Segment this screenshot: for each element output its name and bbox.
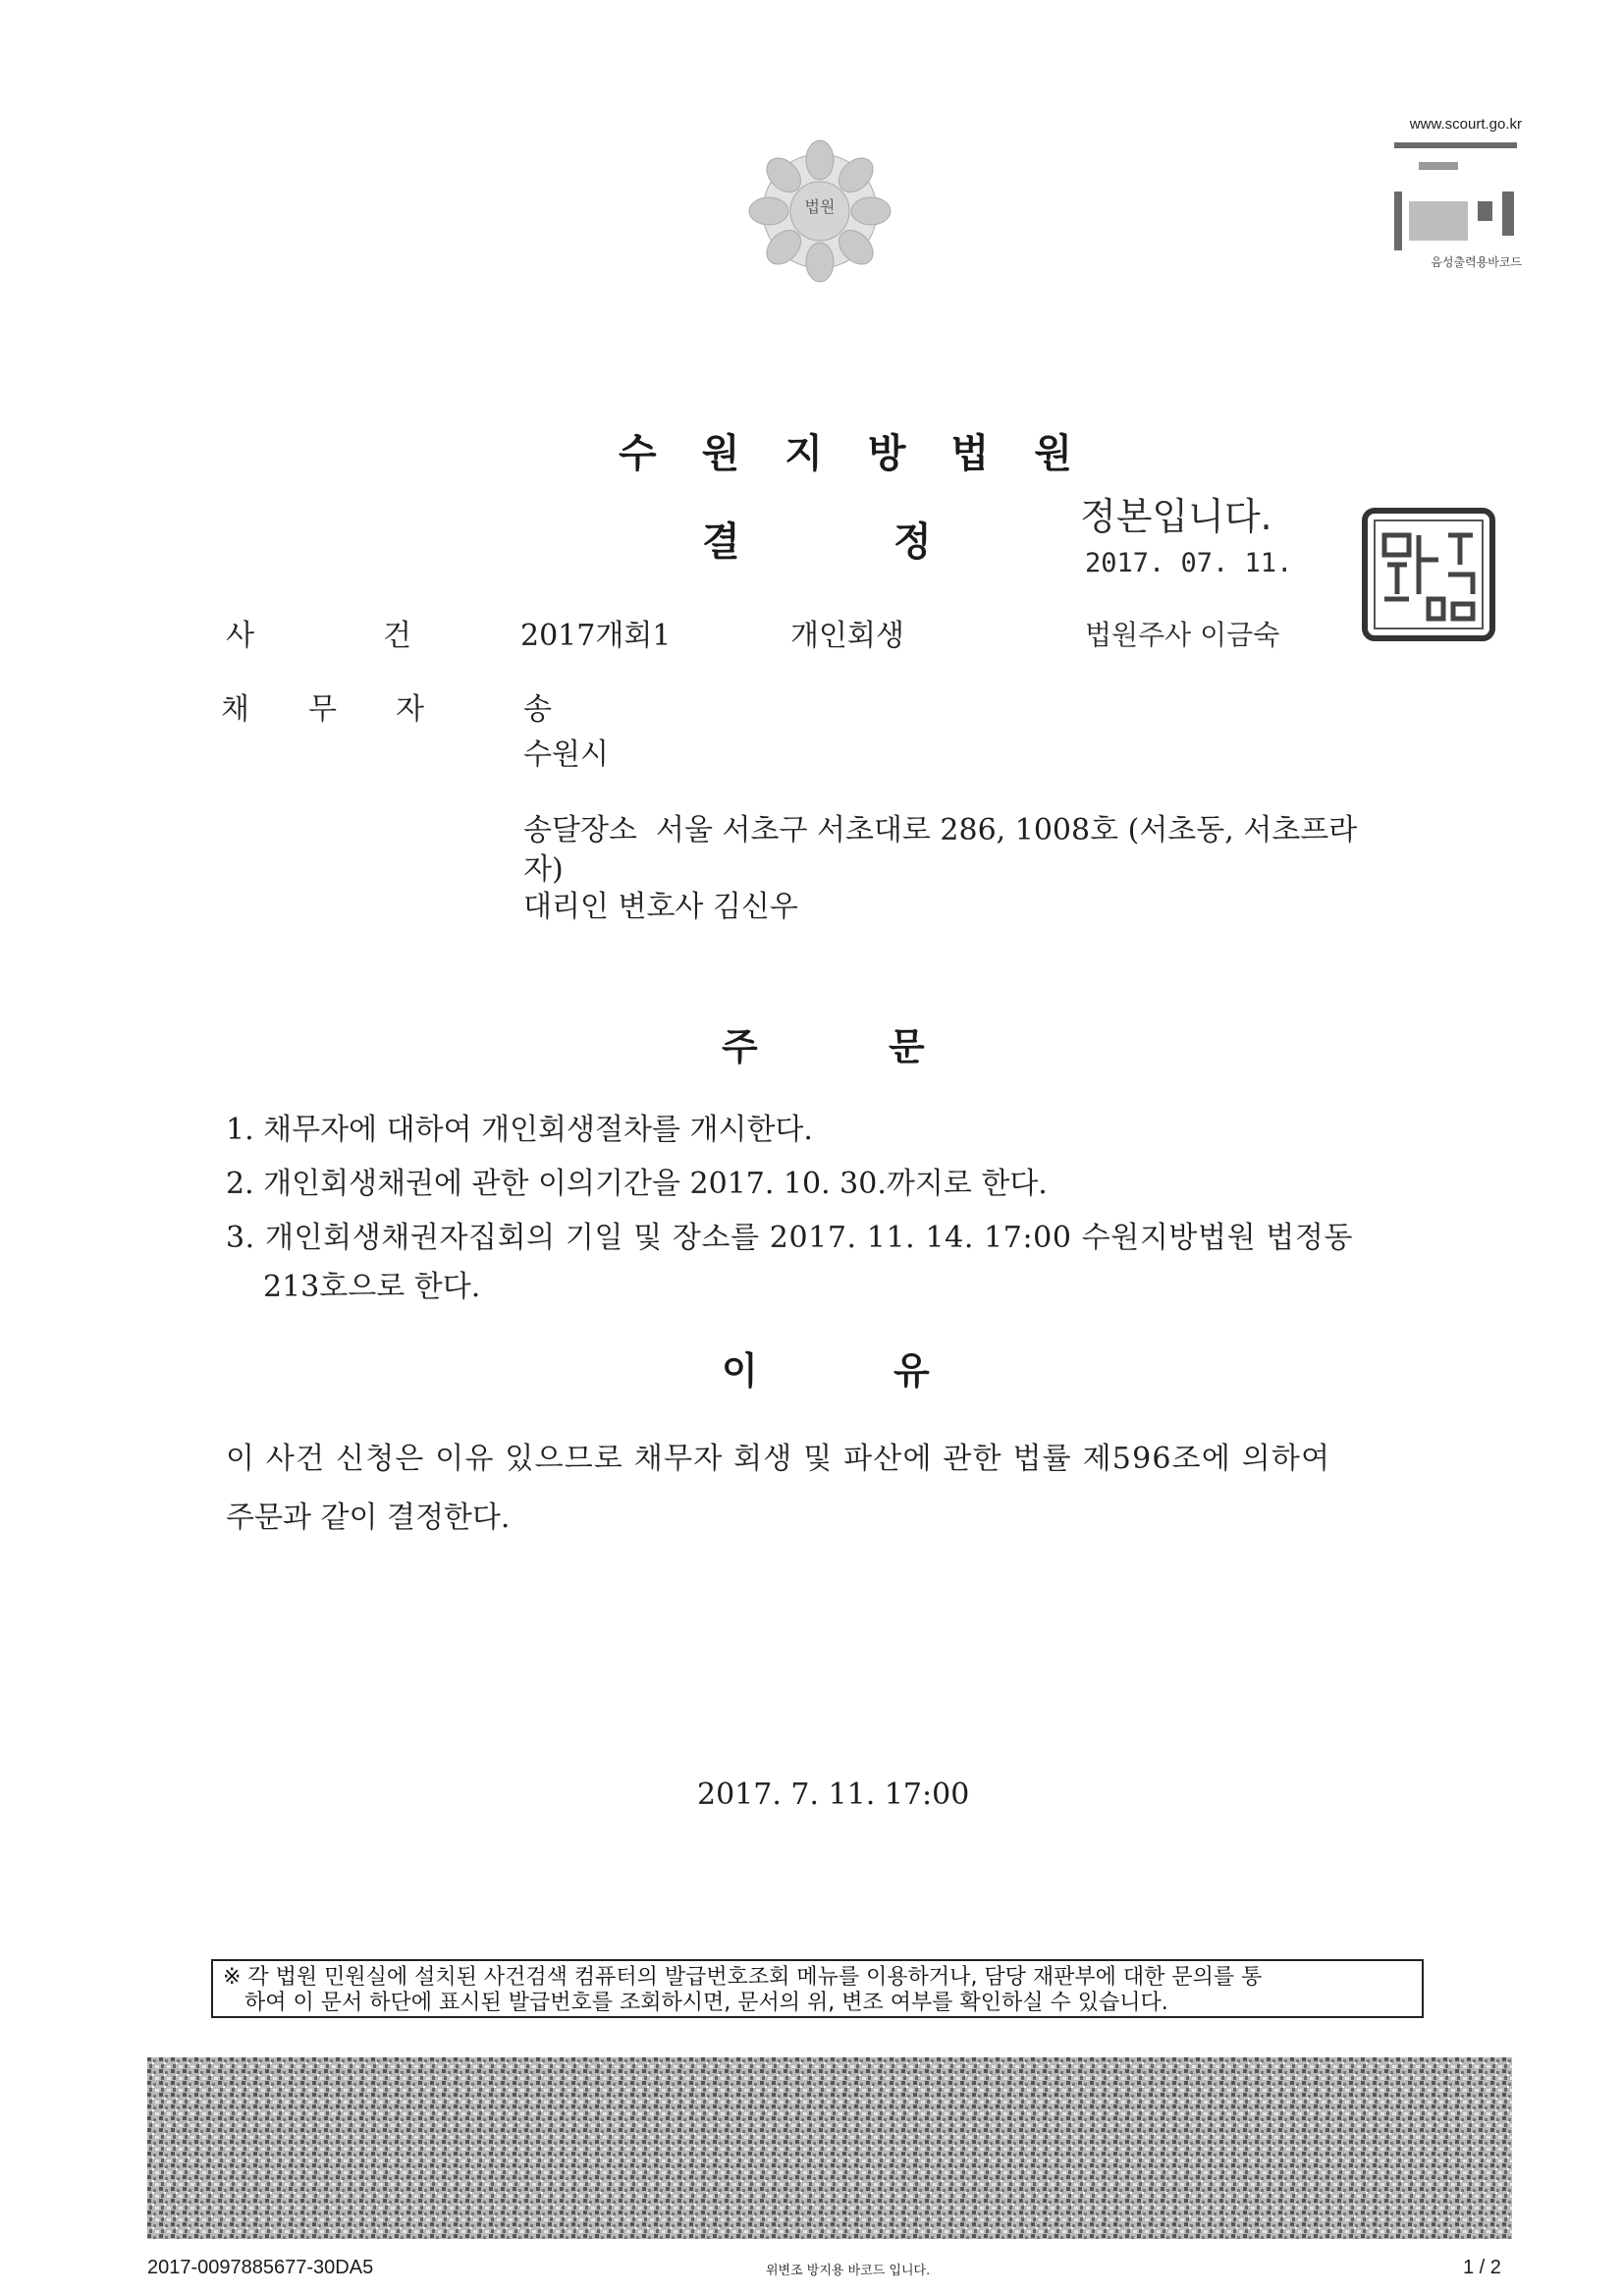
order-item: 1. 채무자에 대하여 개인회생절차를 개시한다. [226,1113,813,1147]
issue-number: 2017-0097885677-30DA5 [147,2257,374,2278]
case-label-char-1: 사 [226,619,254,653]
case-number: 2017개회1 [520,619,672,653]
site-url: www.scourt.go.kr [1409,116,1522,133]
debtor-address: 수원시 [523,738,609,772]
service-address-line-1: 송달장소 서울 서초구 서초대로 286, 1008호 (서초동, 서초프라 [523,813,1358,847]
reason-line-1: 이 사건 신청은 이유 있으므로 채무자 회생 및 파산에 관한 법률 제596조에 의하여 [226,1442,1331,1476]
anti-forgery-barcode [147,2057,1512,2239]
reason-heading-char-1: 이 [722,1349,758,1393]
court-name: 수원지방법원 [619,431,1117,476]
order-item: 3. 개인회생채권자집회의 기일 및 장소를 2017. 11. 14. 17:00 수원지방법원 법정동 [226,1221,1354,1255]
debtor-name: 송 [523,692,552,727]
decision-datetime: 2017. 7. 11. 17:00 [697,1777,970,1812]
order-heading-char-1: 주 [722,1025,758,1068]
emblem-label: 법원 [804,197,836,216]
order-item: 2. 개인회생채권에 관한 이의기간을 2017. 10. 30.까지로 한다. [226,1167,1048,1201]
barcode-caption: 음성출력용바코드 [1431,255,1522,269]
order-heading-char-2: 문 [889,1025,925,1068]
verification-notice [211,1959,1424,2018]
service-address-line-2: 자) [523,852,564,887]
certification-date: 2017. 07. 11. [1085,548,1293,578]
case-type: 개인회생 [790,619,904,653]
case-label-char-2: 건 [383,619,411,653]
certification-clerk: 법원주사 이금숙 [1085,619,1280,651]
notice-line-1: ※ 각 법원 민원실에 설치된 사건검색 컴퓨터의 발급번호조회 메뉴를 이용하거나, 담당 재판부에 대한 문의를 통 [223,1965,1263,1990]
page-number: 1 / 2 [1463,2257,1501,2278]
notice-line-2: 하여 이 문서 하단에 표시된 발급번호를 조회하시면, 문서의 위, 변조 여부를 확인하실 수 있습니다. [244,1991,1168,2015]
legal-agent: 대리인 변호사 김신우 [523,890,798,924]
doc-type-char-1: 결 [702,519,785,565]
debtor-label: 채무자 [221,692,483,727]
court-seal-icon [1360,506,1497,643]
reason-heading-char-2: 유 [893,1349,930,1393]
order-item-continuation: 213호으로 한다. [263,1270,481,1304]
doc-type-char-2: 정 [893,519,977,565]
certification-text: 정본입니다. [1080,495,1272,538]
reason-line-2: 주문과 같이 결정한다. [226,1501,511,1535]
barcode-note: 위변조 방지용 바코드 입니다. [766,2264,931,2278]
